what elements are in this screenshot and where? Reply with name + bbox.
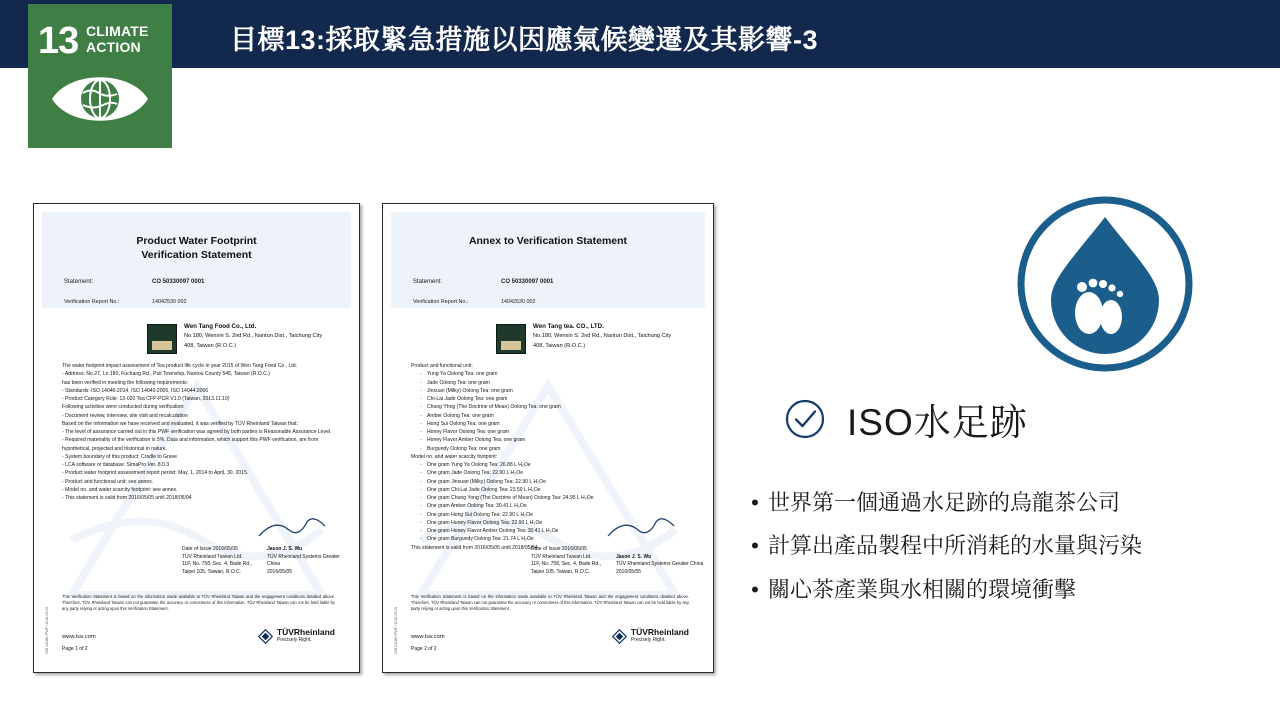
cert2-issuer-addr1: 11F, No. 758, Sec. 4, Bade Rd., xyxy=(531,561,601,567)
cert1-p14: - Model no. and water scarcity footprint: see annex. xyxy=(62,486,178,493)
cert2-signer-date: 2016/05/05 xyxy=(616,568,642,575)
cert2-s1-i0: - Yung Ya Oolong Tea: one gram xyxy=(427,370,691,378)
certificate-1-title-line2: Verification Statement xyxy=(141,249,252,262)
certificate-2-signer xyxy=(616,554,703,577)
cert1-p2: has been verified in meeting the following requirements: xyxy=(62,379,189,386)
certificate-1-side-code: ISO 14046 / PWF / 2016-05-05 xyxy=(45,607,49,654)
certificate-2-report-value: 14042530 002 xyxy=(501,299,536,305)
cert2-section2-title: Model no. and water scarcity footprint: xyxy=(411,453,498,460)
certificate-2-page-number: Page 2 of 2 xyxy=(411,646,437,652)
certificate-1-company-addr1: No.180, Wenxin S. 2nd Rd., Nantun Dist., Taichung City xyxy=(184,333,323,340)
certificate-1-body xyxy=(42,212,351,664)
cert2-issue-date: Date of Issue 2016/05/05 xyxy=(531,546,587,552)
cert2-s2-i8: - One gram Honey Flavor Amber Oolong Tea: 30.41 L H₂Oe xyxy=(427,527,691,535)
certificate-2-header-band xyxy=(391,212,705,308)
list-item xyxy=(742,577,1262,603)
certificate-2-report-label: Verification Report No.: xyxy=(413,299,469,305)
signature-icon xyxy=(257,516,327,540)
cert2-s2-i0: - One gram Yung Ya Oolong Tea: 26.88 L H₂Oe xyxy=(427,461,691,469)
certificate-2-company xyxy=(533,322,671,350)
check-circle-icon xyxy=(785,399,825,439)
cert1-p1: - Address: No.27, Ln.180, Fuchang Rd., Puli Township, Nantou County 545, Taiwan (R.O.C.) xyxy=(62,371,270,378)
bullet-text-3: 關心茶產業與水相關的環境衝擊 xyxy=(768,576,1077,602)
bullet-marker: • xyxy=(751,576,759,602)
cert2-tuv-tagline: Precisely Right. xyxy=(630,637,666,644)
iso-title: ISO水足跡 xyxy=(847,402,1028,443)
cert2-s1-i6: - Hong Sui Oolong Tea: one gram xyxy=(427,420,691,428)
cert2-tuv-name: TÜVRheinland xyxy=(630,627,689,638)
certificate-2-signature-block xyxy=(391,516,705,576)
cert1-p7: Based on the information we have received and evaluated, it was verified by TÜV Rheinland Taiwan that: xyxy=(62,420,298,427)
cert2-signer-name: Jason J. S. Wu xyxy=(616,553,652,560)
sdg-goal-13-badge xyxy=(28,4,172,148)
cert2-s2-i7: - One gram Honey Flavor Oolong Tea: 22.90 L H₂Oe xyxy=(427,519,691,527)
cert1-p9: - Required materiality of the verification is 5%. Data and information, which support this PWF verification, are from hypothetical, projected and historical in nature. xyxy=(62,437,319,452)
certificate-2-statement-label: Statement: xyxy=(413,279,443,285)
cert2-s1-i1: - Jade Oolong Tea: one gram xyxy=(427,379,691,387)
cert2-s1-i3: - Chi-Lai Jade Oolong Tea: one gram xyxy=(427,395,691,403)
sdg-label-line2: ACTION xyxy=(86,38,141,55)
cert2-s1-i8: - Honey Flavor Amber Oolong Tea: one gram xyxy=(427,436,691,444)
cert2-s1-i5: - Amber Oolong Tea: one gram xyxy=(427,412,691,420)
bullet-text-1: 世界第一個通過水足跡的烏龍茶公司 xyxy=(768,490,1121,515)
cert1-p13: - Product and functional unit: see annex. xyxy=(62,478,154,485)
certificate-1-page-number: Page 1 of 2 xyxy=(62,646,88,652)
certificate-page-1[interactable] xyxy=(33,203,360,673)
certificate-1-disclaimer: This Verification Statement is based on the information made available to TÜV Rheinland Taiwan and the engagement conditions detailed above. Therefore, TÜV Rheinland Taiwan can not guarantee the accuracy or correctness of this information. TÜV Rheinland Taiwan can not be held liable by any party relying or acting upon this Verification Statement. xyxy=(62,593,335,611)
bullet-marker: • xyxy=(751,533,759,559)
list-item xyxy=(742,490,1262,516)
certificate-1-signature-block xyxy=(42,516,351,576)
certificate-1-content xyxy=(62,362,337,502)
cert2-valid-note: This statement is valid from 2016/05/05 until 2018/05/04 xyxy=(411,544,538,551)
cert1-p0: The water footprint impact assessment of Tea product life cycle in year 2015 of Wen Tang Food Co., Ltd. xyxy=(62,363,298,369)
certificate-1-company-addr2: 408, Taiwan (R.O.C.) xyxy=(184,342,237,349)
certificate-page-2[interactable] xyxy=(382,203,714,673)
cert1-p3: - Standards: ISO 14046:2014, ISO 14040:2006, ISO 14044:2006 xyxy=(62,387,209,394)
cert2-s2-i4: - One gram Chung Yong (The Doctrine of Mean) Oolong Tea: 24.95 L H₂Oe xyxy=(427,494,691,502)
sdg-label xyxy=(86,24,149,55)
cert1-p8: - The level of assurance carried out in this PWF verification was agreed by both parties is Reasonable Assurance Level. xyxy=(62,429,332,435)
cert1-signer-date: 2016/05/05 xyxy=(267,568,293,575)
cert2-s2-i9: - One gram Burgundy Oolong Tea: 21.74 L H₂Oe xyxy=(427,535,691,543)
bullet-list xyxy=(742,490,1262,620)
cert1-signer-org: TÜV Rheinland Systems Greater China xyxy=(267,553,340,567)
certificate-1-company-name: Wen Tang Food Co., Ltd. xyxy=(184,323,257,330)
certificate-1-report-value: 14042530 002 xyxy=(152,299,187,305)
signature-icon xyxy=(606,516,676,540)
certificate-2-company-addr2: 408, Taiwan (R.O.C.) xyxy=(533,342,586,349)
cert2-s1-i9: - Burgundy Oolong Tea: one gram xyxy=(427,445,691,453)
certificate-1-statement-label: Statement: xyxy=(64,279,94,285)
company-logo-icon xyxy=(496,324,526,354)
page-title: 目標13:採取緊急措施以因應氣候變遷及其影響-3 xyxy=(230,25,819,55)
certificate-1-company xyxy=(184,322,322,350)
bullet-text-2: 計算出產品製程中所消耗的水量與污染 xyxy=(768,533,1143,559)
tuv-text xyxy=(631,628,689,644)
cert2-section1-title: Product and functional unit: xyxy=(411,363,473,369)
certificate-1-signer xyxy=(267,546,351,576)
cert2-s2-i2: - One gram Jinxuan (Milky) Oolong Tea: 22.90 L H₂Oe xyxy=(427,478,691,486)
certificate-1-report-label: Verification Report No.: xyxy=(64,299,120,305)
cert1-signer-name: Jason J. S. Wu xyxy=(267,546,303,552)
cert1-p10: - System boundary of this product: Cradle to Grave xyxy=(62,453,177,460)
water-footprint-logo xyxy=(1016,195,1194,373)
cert1-p4: - Product Category Rule: 13-020 Tea CFP-PCR V1.0 (Taiwan, 2013.11.19) xyxy=(62,396,230,402)
cert2-s1-i7: - Honey Flavor Oolong Tea: one gram xyxy=(427,428,691,436)
certificate-1-title-line1: Product Water Footprint xyxy=(136,235,257,247)
tuv-diamond-icon xyxy=(258,629,273,644)
cert2-s2-i5: - One gram Amber Oolong Tea: 30.41 L H₂Oe xyxy=(427,502,691,510)
certificate-2-company-addr1: No.180, Wenxin S. 2nd Rd., Nantun Dist., Taichung City xyxy=(533,333,672,340)
cert1-p6: - Document review, interview, site visit and recalculation xyxy=(62,412,188,419)
certificate-2-title-line1: Annex to Verification Statement xyxy=(468,235,628,247)
cert1-p15: - This statement is valid from 2016/05/05 until 2018/05/04 xyxy=(62,495,192,501)
certificate-1-tuv-logo xyxy=(258,628,335,644)
cert1-p12: - Product water footprint assessment report period: May, 1, 2014 to April, 30, 2015. xyxy=(62,470,249,477)
cert1-tuv-tagline: Precisely Right. xyxy=(276,637,312,644)
certificate-1-title xyxy=(42,234,351,262)
cert2-s1-i4: - Chung Yhng (The Doctrine of Mean) Oolong Tea: one gram xyxy=(427,403,691,411)
cert1-tuv-name: TÜVRheinland xyxy=(276,627,335,638)
cert1-p5: Following activities were conducted during verification: xyxy=(62,404,185,411)
cert2-section1-list xyxy=(420,370,691,453)
certificate-1-statement-value: CO 50330097 0001 xyxy=(152,279,205,285)
cert1-p11: - LCA software or database: SimaPro Ver. 8.0.3 xyxy=(62,462,170,468)
certificate-2-title xyxy=(391,234,705,248)
cert2-issuer-org: TÜV Rheinland Taiwan Ltd. xyxy=(531,553,592,560)
certificate-2-disclaimer: This Verification Statement is based on the information made available to TÜV Rheinland Taiwan and the engagement conditions detailed above. Therefore, TÜV Rheinland Taiwan can not guarantee the accuracy or correctness of this information. TÜV Rheinland Taiwan can not be held liable by any party relying or acting upon this Verification Statement. xyxy=(411,593,689,611)
cert2-issuer-addr2: Taipei 105, Taiwan, R.O.C. xyxy=(531,568,591,575)
certificate-2-statement-value: CO 50330097 0001 xyxy=(501,279,554,285)
cert2-s2-i1: - One gram Jade Oolong Tea: 22.90 L H₂Oe xyxy=(427,469,691,477)
certificate-2-issuer xyxy=(531,546,601,576)
eye-globe-icon xyxy=(50,68,150,130)
bullet-marker: • xyxy=(751,490,759,515)
cert1-issuer-addr2: Taipei 105, Taiwan, R.O.C. xyxy=(182,568,242,575)
cert1-issue-date: Date of Issue 2016/05/05 xyxy=(182,546,238,552)
company-logo-icon xyxy=(147,324,177,354)
cert2-s2-i6: - One gram Hong Sui Oolong Tea: 22.90 L H₂Oe xyxy=(427,511,691,519)
cert2-s1-i2: - Jinxuan (Milky) Oolong Tea: one gram xyxy=(427,387,691,395)
certificate-2-company-name: Wen Tang tea. CO., LTD. xyxy=(533,323,604,330)
tuv-text xyxy=(277,628,335,644)
cert1-issuer-org: TÜV Rheinland Taiwan Ltd. xyxy=(182,553,243,560)
cert2-signer-org: TÜV Rheinland Systems Greater China xyxy=(616,561,704,567)
tuv-diamond-icon xyxy=(612,629,627,644)
sdg-label-line1: CLIMATE xyxy=(86,23,149,39)
certificate-1-issuer xyxy=(182,546,252,576)
cert2-s2-i3: - One gram Chi-Lai Jade Oolong Tea: 23.59 L H₂Oe xyxy=(427,486,691,494)
certificate-2-side-code: ISO 14046 / PWF / 2016-05-05 xyxy=(394,607,398,654)
certificate-2-tuv-logo xyxy=(612,628,689,644)
list-item xyxy=(742,533,1262,559)
iso-title-row xyxy=(785,392,1028,446)
certificate-2-url[interactable]: www.tuv.com xyxy=(411,634,445,640)
cert1-issuer-addr1: 11F, No. 758, Sec. 4, Bade Rd., xyxy=(182,561,252,567)
sdg-number: 13 xyxy=(38,20,79,62)
certificate-1-url[interactable]: www.tuv.com xyxy=(62,634,96,640)
certificate-2-body xyxy=(391,212,705,664)
